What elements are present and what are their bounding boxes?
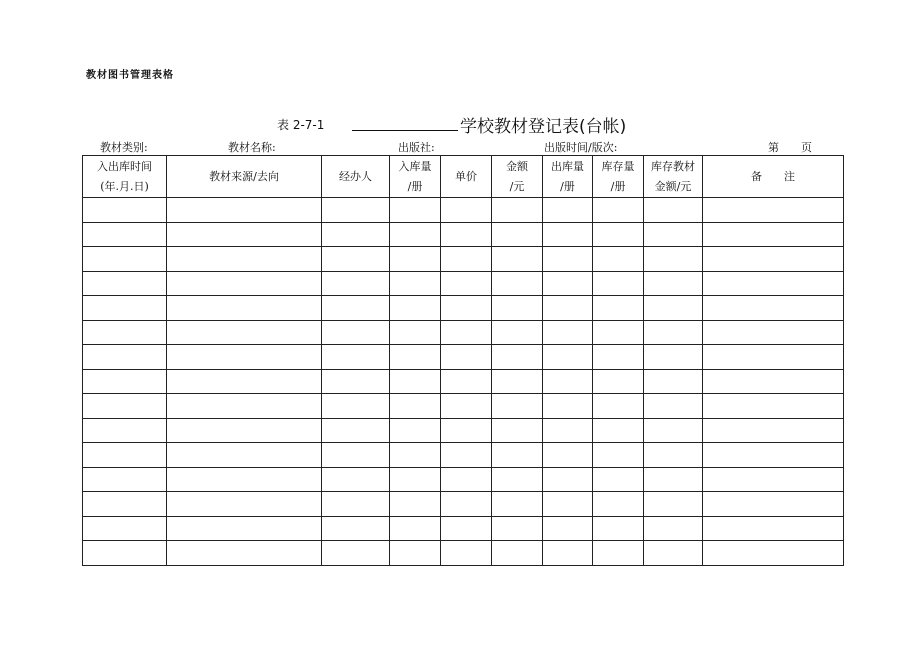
table-cell bbox=[441, 320, 492, 345]
table-cell bbox=[322, 492, 390, 517]
table-row bbox=[83, 516, 844, 541]
table-cell bbox=[492, 492, 543, 517]
table-cell bbox=[441, 296, 492, 321]
table-cell bbox=[390, 296, 441, 321]
table-cell bbox=[492, 320, 543, 345]
table-cell bbox=[703, 418, 844, 443]
table-cell bbox=[543, 443, 593, 468]
table-cell bbox=[492, 271, 543, 296]
table-number: 表 2-7-1 bbox=[277, 118, 325, 132]
table-cell bbox=[543, 345, 593, 370]
table-cell bbox=[441, 198, 492, 223]
table-cell bbox=[83, 198, 167, 223]
table-cell bbox=[492, 443, 543, 468]
table-cell bbox=[644, 443, 703, 468]
table-cell bbox=[322, 345, 390, 370]
table-cell bbox=[322, 516, 390, 541]
table-cell bbox=[441, 541, 492, 566]
table-row bbox=[83, 418, 844, 443]
table-cell bbox=[390, 443, 441, 468]
column-header: 单价 bbox=[441, 156, 492, 198]
table-cell bbox=[83, 516, 167, 541]
table-cell bbox=[441, 492, 492, 517]
table-cell bbox=[703, 369, 844, 394]
table-cell bbox=[543, 492, 593, 517]
table-cell bbox=[492, 516, 543, 541]
table-cell bbox=[390, 467, 441, 492]
table-cell bbox=[167, 541, 322, 566]
table-cell bbox=[593, 541, 644, 566]
table-row bbox=[83, 247, 844, 272]
column-header: 备 注 bbox=[703, 156, 844, 198]
table-cell bbox=[322, 198, 390, 223]
table-cell bbox=[703, 198, 844, 223]
column-header: 入出库时间 (年.月.日) bbox=[83, 156, 167, 198]
table-cell bbox=[167, 296, 322, 321]
category-label: 教材类别: bbox=[100, 141, 148, 154]
table-cell bbox=[644, 516, 703, 541]
table-row bbox=[83, 467, 844, 492]
publisher-label: 出版社: bbox=[398, 141, 435, 154]
table-cell bbox=[167, 320, 322, 345]
table-cell bbox=[492, 394, 543, 419]
table-cell bbox=[703, 247, 844, 272]
column-header: 入库量 /册 bbox=[390, 156, 441, 198]
table-cell bbox=[83, 467, 167, 492]
table-cell bbox=[492, 222, 543, 247]
ledger-table bbox=[82, 155, 844, 566]
table-cell bbox=[593, 296, 644, 321]
table-cell bbox=[167, 418, 322, 443]
table-cell bbox=[441, 369, 492, 394]
table-cell bbox=[322, 222, 390, 247]
table-cell bbox=[167, 443, 322, 468]
table-cell bbox=[593, 198, 644, 223]
table-cell bbox=[390, 198, 441, 223]
table-cell bbox=[593, 247, 644, 272]
table-cell bbox=[543, 247, 593, 272]
table-row bbox=[83, 443, 844, 468]
table-cell bbox=[167, 345, 322, 370]
table-cell bbox=[543, 418, 593, 443]
table-cell bbox=[644, 492, 703, 517]
table-cell bbox=[492, 247, 543, 272]
table-cell bbox=[703, 320, 844, 345]
table-cell bbox=[543, 271, 593, 296]
table-cell bbox=[322, 369, 390, 394]
table-cell bbox=[322, 271, 390, 296]
table-cell bbox=[322, 541, 390, 566]
table-cell bbox=[492, 369, 543, 394]
table-cell bbox=[441, 418, 492, 443]
table-cell bbox=[593, 345, 644, 370]
table-cell bbox=[703, 222, 844, 247]
table-cell bbox=[390, 271, 441, 296]
table-cell bbox=[167, 467, 322, 492]
table-cell bbox=[644, 467, 703, 492]
title-row bbox=[0, 112, 920, 136]
table-cell bbox=[543, 198, 593, 223]
table-cell bbox=[83, 222, 167, 247]
table-cell bbox=[83, 296, 167, 321]
page-label: 第 页 bbox=[768, 141, 812, 154]
table-cell bbox=[83, 394, 167, 419]
table-row bbox=[83, 296, 844, 321]
table-cell bbox=[543, 222, 593, 247]
table-cell bbox=[543, 541, 593, 566]
table-cell bbox=[441, 345, 492, 370]
table-cell bbox=[167, 271, 322, 296]
table-cell bbox=[441, 516, 492, 541]
table-cell bbox=[167, 198, 322, 223]
table-cell bbox=[167, 516, 322, 541]
table-cell bbox=[703, 394, 844, 419]
column-header: 出库量 /册 bbox=[543, 156, 593, 198]
table-row bbox=[83, 345, 844, 370]
table-cell bbox=[644, 320, 703, 345]
table-cell bbox=[543, 296, 593, 321]
table-cell bbox=[441, 443, 492, 468]
table-cell bbox=[703, 443, 844, 468]
table-cell bbox=[593, 418, 644, 443]
school-name-blank bbox=[352, 130, 458, 131]
table-cell bbox=[644, 271, 703, 296]
column-header: 库存量 /册 bbox=[593, 156, 644, 198]
table-cell bbox=[593, 271, 644, 296]
table-cell bbox=[83, 345, 167, 370]
table-cell bbox=[83, 271, 167, 296]
column-header: 教材来源/去向 bbox=[167, 156, 322, 198]
table-cell bbox=[390, 222, 441, 247]
table-cell bbox=[492, 467, 543, 492]
table-cell bbox=[322, 296, 390, 321]
table-row bbox=[83, 271, 844, 296]
table-cell bbox=[543, 467, 593, 492]
table-cell bbox=[167, 394, 322, 419]
table-cell bbox=[167, 492, 322, 517]
table-cell bbox=[644, 222, 703, 247]
table-cell bbox=[644, 418, 703, 443]
table-cell bbox=[703, 516, 844, 541]
table-cell bbox=[83, 247, 167, 272]
table-row bbox=[83, 222, 844, 247]
table-cell bbox=[644, 198, 703, 223]
table-cell bbox=[167, 247, 322, 272]
table-cell bbox=[322, 394, 390, 419]
table-cell bbox=[83, 369, 167, 394]
table-cell bbox=[543, 394, 593, 419]
table-cell bbox=[492, 345, 543, 370]
table-row bbox=[83, 369, 844, 394]
table-cell bbox=[644, 369, 703, 394]
table-cell bbox=[593, 443, 644, 468]
table-cell bbox=[703, 345, 844, 370]
table-row bbox=[83, 320, 844, 345]
table-cell bbox=[543, 516, 593, 541]
table-cell bbox=[441, 222, 492, 247]
column-header: 经办人 bbox=[322, 156, 390, 198]
table-cell bbox=[543, 320, 593, 345]
table-cell bbox=[644, 541, 703, 566]
table-cell bbox=[644, 296, 703, 321]
table-cell bbox=[390, 541, 441, 566]
table-cell bbox=[492, 541, 543, 566]
table-cell bbox=[703, 271, 844, 296]
table-cell bbox=[441, 247, 492, 272]
table-cell bbox=[322, 320, 390, 345]
table-cell bbox=[83, 541, 167, 566]
table-row bbox=[83, 198, 844, 223]
table-cell bbox=[703, 492, 844, 517]
table-row bbox=[83, 394, 844, 419]
table-row bbox=[83, 492, 844, 517]
table-cell bbox=[322, 443, 390, 468]
table-cell bbox=[83, 418, 167, 443]
table-cell bbox=[593, 394, 644, 419]
table-cell bbox=[703, 467, 844, 492]
table-cell bbox=[441, 467, 492, 492]
table-cell bbox=[390, 320, 441, 345]
table-cell bbox=[492, 418, 543, 443]
edition-label: 出版时间/版次: bbox=[544, 141, 618, 154]
name-label: 教材名称: bbox=[228, 141, 276, 154]
table-cell bbox=[644, 345, 703, 370]
table-cell bbox=[83, 443, 167, 468]
table-cell bbox=[83, 320, 167, 345]
table-cell bbox=[390, 492, 441, 517]
table-cell bbox=[83, 492, 167, 517]
column-header: 金额 /元 bbox=[492, 156, 543, 198]
table-cell bbox=[492, 296, 543, 321]
form-title: 学校教材登记表(台帐) bbox=[460, 117, 627, 137]
table-cell bbox=[644, 247, 703, 272]
table-cell bbox=[644, 394, 703, 419]
table-cell bbox=[703, 296, 844, 321]
table-cell bbox=[492, 198, 543, 223]
table-cell bbox=[322, 467, 390, 492]
table-cell bbox=[390, 345, 441, 370]
table-cell bbox=[593, 516, 644, 541]
header-note: 教材图书管理表格 bbox=[86, 70, 174, 81]
table-cell bbox=[390, 369, 441, 394]
table-cell bbox=[543, 369, 593, 394]
column-header: 库存教材 金额/元 bbox=[644, 156, 703, 198]
table-cell bbox=[390, 418, 441, 443]
table-cell bbox=[593, 222, 644, 247]
table-cell bbox=[441, 271, 492, 296]
table-cell bbox=[593, 369, 644, 394]
table-row bbox=[83, 541, 844, 566]
table-cell bbox=[322, 247, 390, 272]
table-cell bbox=[441, 394, 492, 419]
table-cell bbox=[593, 467, 644, 492]
table-cell bbox=[167, 369, 322, 394]
table-cell bbox=[593, 320, 644, 345]
table-cell bbox=[593, 492, 644, 517]
table-cell bbox=[390, 394, 441, 419]
table-cell bbox=[390, 516, 441, 541]
table-cell bbox=[322, 418, 390, 443]
header-row bbox=[83, 156, 844, 198]
table-cell bbox=[390, 247, 441, 272]
table-cell bbox=[167, 222, 322, 247]
table-cell bbox=[703, 541, 844, 566]
